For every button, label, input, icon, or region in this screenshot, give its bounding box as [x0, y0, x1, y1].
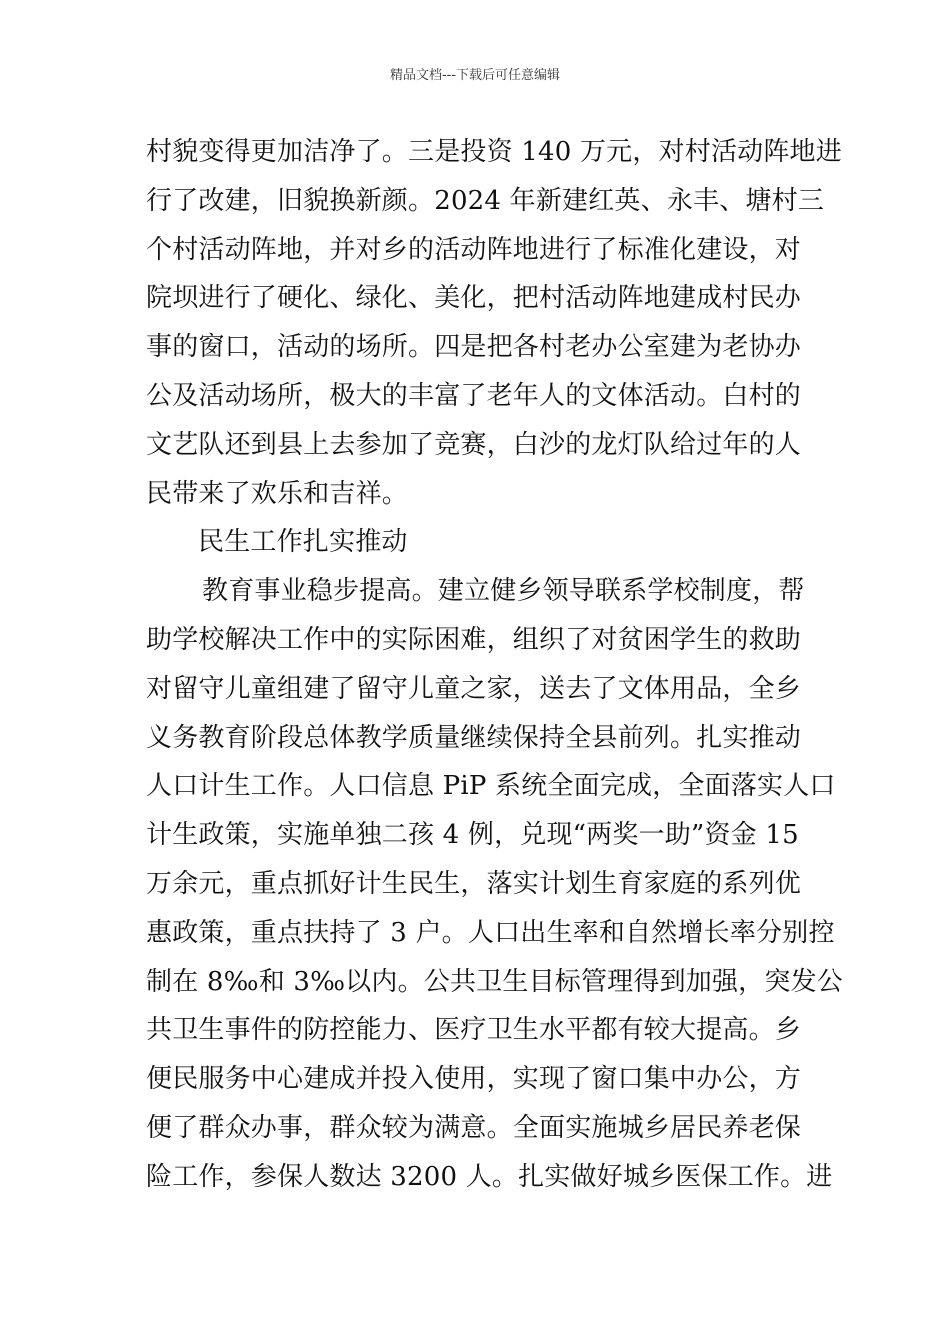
text-line: 民带来了欢乐和吉祥。	[146, 478, 409, 509]
text-line: 院坝进行了硬化、绿化、美化，把村活动阵地建成村民办	[146, 283, 802, 314]
text-line: 义务教育阶段总体教学质量继续保持全县前列。扎实推动	[146, 722, 802, 753]
page-header: 精品文档---下载后可任意编辑	[389, 68, 561, 83]
text-line: 个村活动阵地，并对乡的活动阵地进行了标准化建设，对	[146, 234, 802, 265]
text-line: 制在 8‰和 3‰以内。公共卫生目标管理得到加强，突发公	[146, 966, 843, 997]
text-line: 共卫生事件的防控能力、医疗卫生水平都有较大提高。乡	[146, 1015, 802, 1046]
text-line: 公及活动场所，极大的丰富了老年人的文体活动。白村的	[146, 380, 802, 411]
text-line: 便了群众办事，群众较为满意。全面实施城乡居民养老保	[146, 1112, 802, 1143]
text-line: 事的窗口，活动的场所。四是把各村老办公室建为老协办	[146, 332, 802, 363]
text-line: 人口计生工作。人口信息 PiP 系统全面完成，全面落实人口	[146, 771, 836, 802]
text-line: 险工作，参保人数达 3200 人。扎实做好城乡医保工作。进	[146, 1161, 833, 1192]
text-line: 文艺队还到县上去参加了竞赛，白沙的龙灯队给过年的人	[146, 429, 802, 460]
section-heading: 民生工作扎实推动	[198, 527, 408, 558]
text-line: 计生政策，实施单独二孩 4 例，兑现“两奖一助”资金 15	[146, 820, 799, 851]
text-line: 村貌变得更加洁净了。三是投资 140 万元，对村活动阵地进	[146, 137, 842, 167]
document-body	[146, 128, 843, 1202]
text-line: 便民服务中心建成并投入使用，实现了窗口集中办公，方	[146, 1064, 802, 1095]
text-line: 万余元，重点抓好计生民生，落实计划生育家庭的系列优	[146, 868, 802, 899]
text-line: 助学校解决工作中的实际困难，组织了对贫困学生的救助	[146, 624, 802, 655]
text-line: 教育事业稳步提高。建立健乡领导联系学校制度，帮	[202, 576, 805, 607]
text-line: 对留守儿童组建了留守儿童之家，送去了文体用品，全乡	[146, 673, 802, 704]
text-line: 行了改建，旧貌换新颜。2024 年新建红英、永丰、塘村三	[146, 185, 825, 216]
text-line: 惠政策，重点扶持了 3 户。人口出生率和自然增长率分别控	[146, 917, 835, 948]
